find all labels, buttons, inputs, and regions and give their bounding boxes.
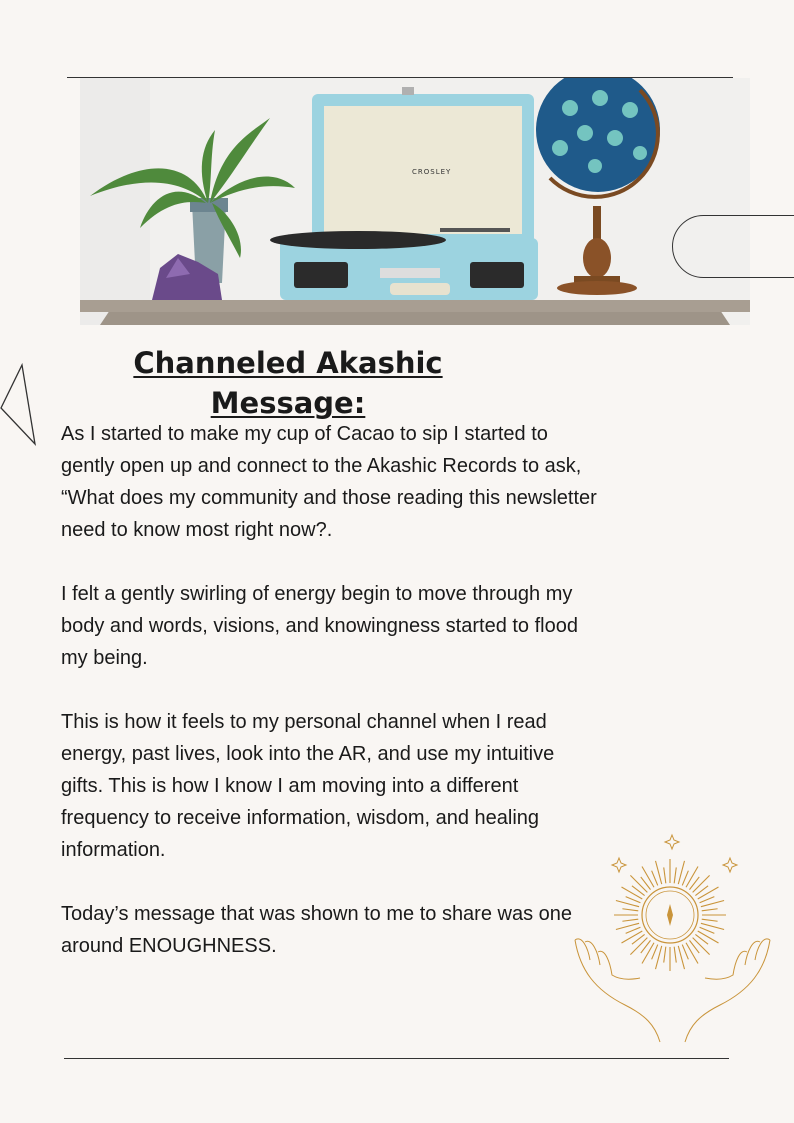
page-title: Channeled Akashic Message: — [133, 346, 443, 420]
bottom-divider — [64, 1058, 729, 1059]
sun-hands-icon — [570, 830, 775, 1045]
triangle-outline-icon — [0, 360, 40, 450]
header-photo — [80, 78, 750, 325]
pill-outline-icon — [672, 215, 794, 278]
message-body — [61, 418, 601, 994]
paragraph: I felt a gently swirling of energy begin to move through my body and words, visions, and knowingness started to flood my being. — [61, 583, 578, 669]
paragraph: As I started to make my cup of Cacao to sip I started to gently open up and connect to the Akashic Records to ask, “What does my community and those reading this newsletter need to know most right now?. — [61, 423, 597, 541]
paragraph: Today’s message that was shown to me to share was one around ENOUGHNESS. — [61, 903, 573, 957]
brand-logo-text: CROSLEY — [412, 168, 452, 176]
paragraph: This is how it feels to my personal channel when I read energy, past lives, look into the AR, and use my intuitive gifts. This is how I know I am moving into a different frequency to receive information, wisdom, and healing information. — [61, 711, 555, 861]
